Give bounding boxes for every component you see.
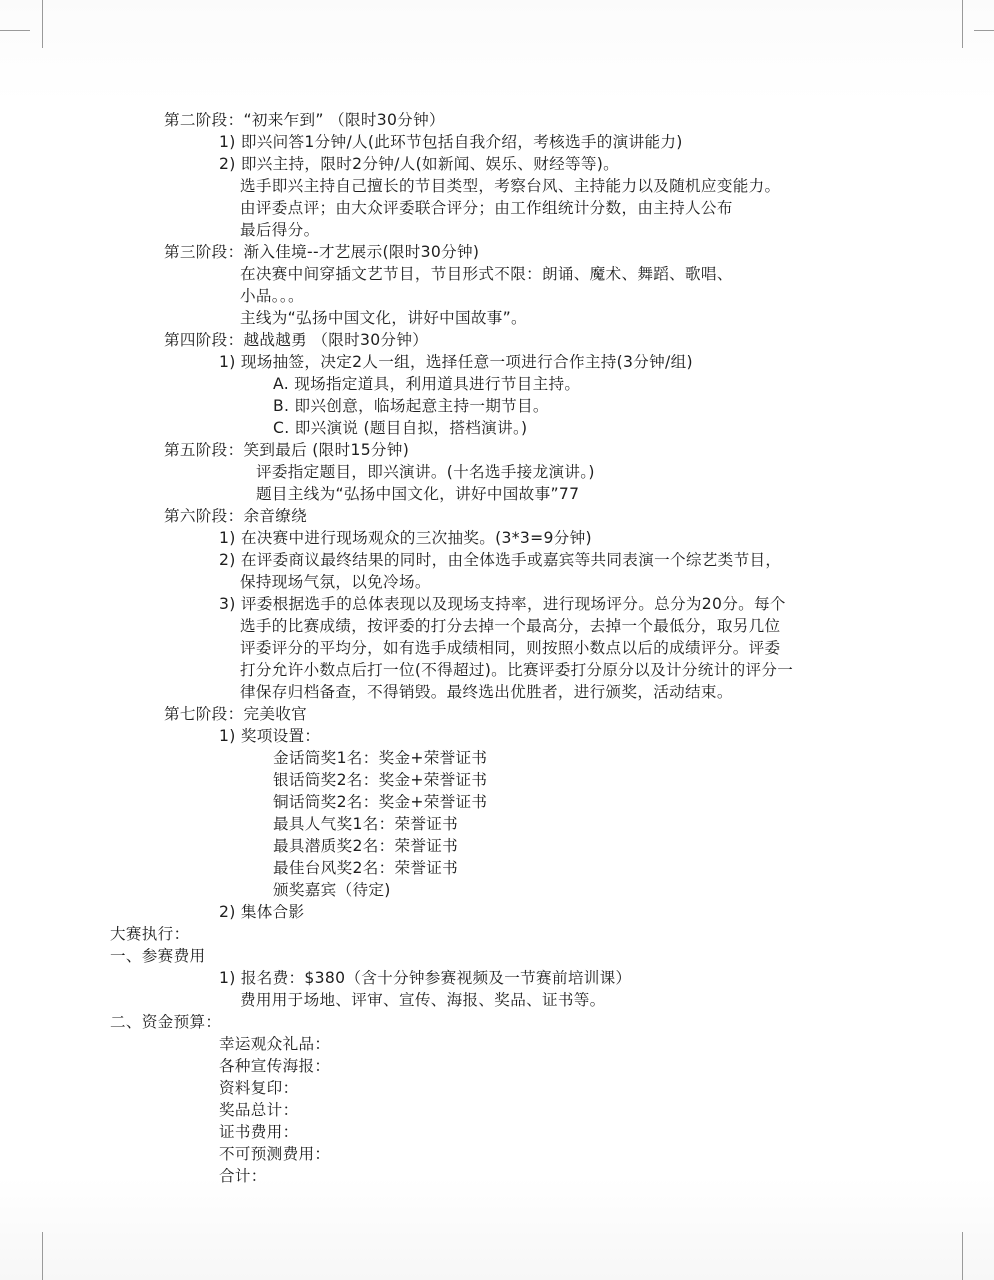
fees-item-1-detail: 费用用于场地、评审、宣传、海报、奖品、证书等。 bbox=[240, 991, 606, 1009]
stage-6-item-2-cont: 保持现场气氛，以免冷场。 bbox=[240, 573, 431, 591]
award-bronze: 铜话筒奖2名：奖金+荣誉证书 bbox=[273, 793, 488, 811]
stage-2-item-2-detail-1: 选手即兴主持自己擅长的节目类型，考察台风、主持能力以及随机应变能力。 bbox=[240, 177, 781, 195]
award-presenter: 颁奖嘉宾（待定) bbox=[273, 881, 391, 899]
fees-heading: 一、参赛费用 bbox=[110, 947, 206, 965]
stage-2-item-2-detail-2: 由评委点评；由大众评委联合评分；由工作组统计分数，由主持人公布 bbox=[240, 199, 733, 217]
award-silver: 银话筒奖2名：奖金+荣誉证书 bbox=[273, 771, 488, 789]
stage-6-item-2: 2) 在评委商议最终结果的同时，由全体选手或嘉宾等共同表演一个综艺类节目， bbox=[219, 551, 782, 569]
stage-3-heading: 第三阶段：渐入佳境--才艺展示(限时30分钟) bbox=[164, 243, 480, 261]
fees-item-1: 1) 报名费：$380（含十分钟参赛视频及一节赛前培训课） bbox=[219, 969, 632, 987]
stage-5-heading: 第五阶段：笑到最后 (限时15分钟) bbox=[164, 441, 410, 459]
award-stage-presence: 最佳台风奖2名：荣誉证书 bbox=[273, 859, 459, 877]
budget-certificates: 证书费用： bbox=[219, 1123, 299, 1141]
award-gold: 金话筒奖1名：奖金+荣誉证书 bbox=[273, 749, 488, 767]
budget-lucky-gifts: 幸运观众礼品： bbox=[219, 1035, 331, 1053]
stage-4-option-b: B. 即兴创意，临场起意主持一期节目。 bbox=[273, 397, 549, 415]
stage-4-option-a: A. 现场指定道具，利用道具进行节目主持。 bbox=[273, 375, 581, 393]
crop-mark-top-right bbox=[962, 0, 963, 48]
stage-7-item-1: 1) 奖项设置： bbox=[219, 727, 321, 745]
budget-heading: 二、资金预算： bbox=[110, 1013, 222, 1031]
budget-prizes: 奖品总计： bbox=[219, 1101, 299, 1119]
stage-3-detail-1: 在决赛中间穿插文艺节目，节目形式不限：朗诵、魔术、舞蹈、歌唱、 bbox=[240, 265, 733, 283]
crop-mark-top-right-h bbox=[974, 30, 994, 31]
stage-4-option-c: C. 即兴演说 (题目自拟，搭档演讲。) bbox=[273, 419, 528, 437]
budget-copies: 资料复印： bbox=[219, 1079, 299, 1097]
execution-heading: 大赛执行： bbox=[110, 925, 190, 943]
stage-2-item-2: 2) 即兴主持，限时2分钟/人(如新闻、娱乐、财经等等)。 bbox=[219, 155, 620, 173]
crop-mark-top-left bbox=[42, 0, 43, 48]
stage-2-item-1: 1) 即兴问答1分钟/人(此环节包括自我介绍，考核选手的演讲能力) bbox=[219, 133, 683, 151]
crop-mark-bottom-left bbox=[42, 1232, 43, 1280]
stage-6-item-3-cont-2: 评委评分的平均分，如有选手成绩相同，则按照小数点以后的成绩评分。评委 bbox=[240, 639, 781, 657]
budget-unforeseen: 不可预测费用： bbox=[219, 1145, 331, 1163]
stage-6-item-3-cont-3: 打分允许小数点后打一位(不得超过)。比赛评委打分原分以及计分统计的评分一 bbox=[240, 661, 794, 679]
stage-3-detail-3: 主线为“弘扬中国文化，讲好中国故事”。 bbox=[240, 309, 527, 327]
budget-total: 合计： bbox=[219, 1167, 267, 1185]
stage-2-item-2-detail-3: 最后得分。 bbox=[240, 221, 320, 239]
stage-3-detail-2: 小品。。。 bbox=[240, 287, 304, 305]
award-popular: 最具人气奖1名：荣誉证书 bbox=[273, 815, 459, 833]
stage-7-heading: 第七阶段：完美收官 bbox=[164, 705, 308, 723]
stage-5-detail-1: 评委指定题目，即兴演讲。(十名选手接龙演讲。) bbox=[256, 463, 595, 481]
stage-6-item-3-cont-4: 律保存归档备查，不得销毁。最终选出优胜者，进行颁奖，活动结束。 bbox=[240, 683, 733, 701]
stage-5-detail-2: 题目主线为“弘扬中国文化，讲好中国故事”77 bbox=[256, 485, 580, 503]
stage-6-heading: 第六阶段：余音缭绕 bbox=[164, 507, 308, 525]
stage-6-item-1: 1) 在决赛中进行现场观众的三次抽奖。(3*3=9分钟) bbox=[219, 529, 592, 547]
stage-4-heading: 第四阶段：越战越勇 （限时30分钟） bbox=[164, 331, 429, 349]
award-potential: 最具潜质奖2名：荣誉证书 bbox=[273, 837, 459, 855]
stage-2-heading: 第二阶段：“初来乍到” （限时30分钟） bbox=[164, 111, 445, 129]
stage-7-item-2: 2) 集体合影 bbox=[219, 903, 305, 921]
budget-posters: 各种宣传海报： bbox=[219, 1057, 331, 1075]
stage-6-item-3: 3) 评委根据选手的总体表现以及现场支持率，进行现场评分。总分为20分。每个 bbox=[219, 595, 786, 613]
stage-4-item-1: 1) 现场抽签，决定2人一组，选择任意一项进行合作主持(3分钟/组) bbox=[219, 353, 693, 371]
crop-mark-top-left-h bbox=[0, 30, 30, 31]
stage-6-item-3-cont-1: 选手的比赛成绩，按评委的打分去掉一个最高分，去掉一个最低分，取另几位 bbox=[240, 617, 781, 635]
crop-mark-bottom-right bbox=[962, 1232, 963, 1280]
